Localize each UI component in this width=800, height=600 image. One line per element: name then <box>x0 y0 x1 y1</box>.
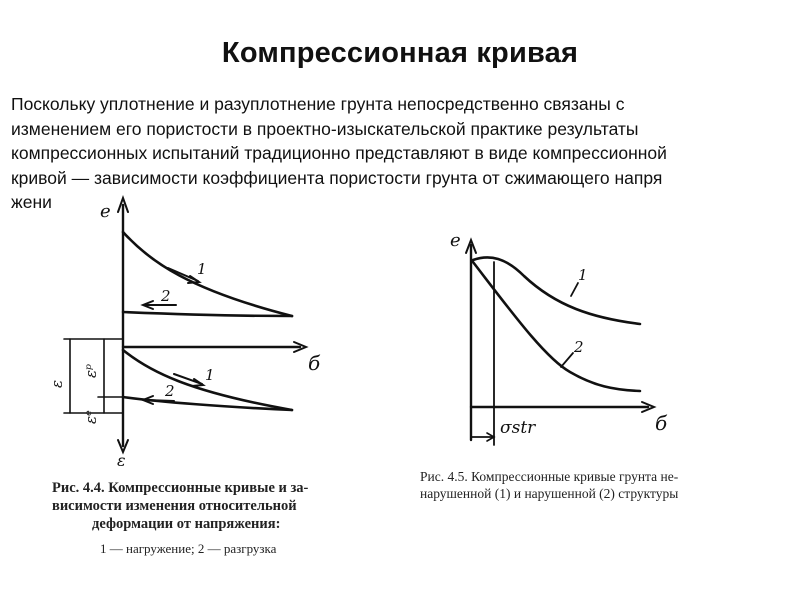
paragraph-line: Поскольку уплотнение и разуплотнение грунта непосредственно связаны с <box>11 94 625 114</box>
right-e-axis-label: e <box>450 230 461 251</box>
lower-unloading-arrow <box>146 400 174 401</box>
left-curve1b-label: 1 <box>205 366 215 384</box>
eps-total-label: ε <box>48 379 66 388</box>
left-curve2-label: 2 <box>161 287 171 305</box>
fig44-caption-line1: Рис. 4.4. Компрессионные кривые и за- <box>52 480 309 496</box>
right-curve2-label: 2 <box>574 338 584 356</box>
fig45-caption-line2: нарушенной (1) и нарушенной (2) структуры <box>420 486 679 501</box>
right-curve1-label: 1 <box>578 266 588 284</box>
curve1-leader <box>571 283 578 296</box>
eps-elastic-label: εᵉ <box>82 410 100 424</box>
curve-disturbed <box>473 262 640 391</box>
upper-unloading-curve <box>123 312 292 316</box>
fig44-caption-line3: деформации от напряжения: <box>92 516 281 532</box>
left-e-axis-label: e <box>100 201 111 222</box>
figure-4-4 <box>64 198 306 452</box>
eps-plastic-label: εᵖ <box>82 363 100 378</box>
left-eps-axis-label: ε <box>117 451 126 470</box>
paragraph-line: кривой — зависимости коэффициента пористости грунта от сжимающего напря <box>11 167 663 188</box>
lower-unloading-curve <box>123 397 292 410</box>
paragraph-line: компрессионных испытаний традиционно представляют в виде компрессионной <box>11 143 667 164</box>
fig45-caption-line1: Рис. 4.5. Компрессионные кривые грунта не- <box>420 469 679 484</box>
left-curve2b-label: 2 <box>165 382 175 400</box>
page-title: Компрессионная кривая <box>221 37 579 69</box>
right-sigma-axis-label: б <box>655 411 668 435</box>
paragraph-line: жени <box>11 192 52 213</box>
fig44-caption-line2: висимости изменения относительной <box>52 498 297 514</box>
curve2-leader <box>561 353 573 367</box>
figure-4-5 <box>466 240 654 445</box>
fig44-caption-line4: 1 — нагружение; 2 — разгрузка <box>100 541 277 556</box>
left-sigma-axis-label: б <box>308 351 321 375</box>
curve-undisturbed <box>473 257 640 324</box>
paragraph-line: изменением его пористости в проектно-изыскательской практике результаты <box>11 118 639 139</box>
left-curve1-label: 1 <box>197 260 207 278</box>
sigma-str-label: σstr <box>500 418 536 438</box>
